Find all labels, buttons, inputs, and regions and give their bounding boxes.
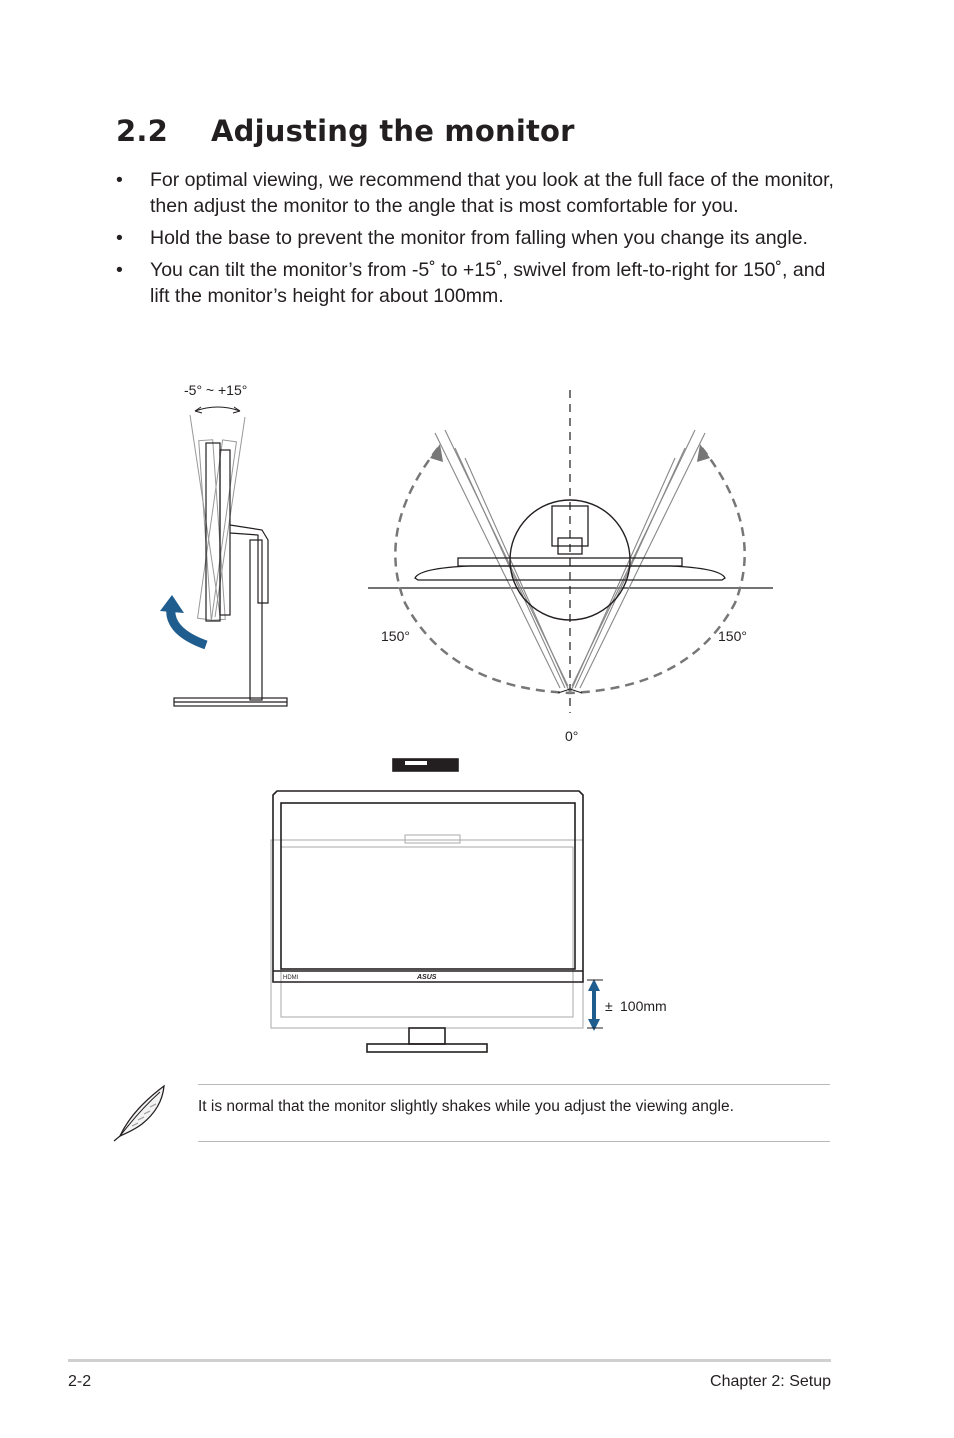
- tilt-monitor-ghosts: [190, 415, 245, 620]
- bullet-list: [116, 167, 836, 315]
- bullet-item: • You can tilt the monitor’s from -5˚ to +15˚, swivel from left-to-right for 150˚, and lift the monitor’s height for about 100mm.: [116, 259, 826, 307]
- height-monitor-ghost: [271, 835, 583, 1028]
- note-text: It is normal that the monitor slightly shakes while you adjust the viewing angle.: [198, 1098, 734, 1115]
- swivel-left-label: 150°: [381, 628, 410, 644]
- page-number: 2-2: [68, 1373, 92, 1390]
- chapter-label: Chapter 2: Setup: [710, 1373, 831, 1390]
- tilt-arc: [195, 407, 240, 411]
- swivel-right-label: 150°: [718, 628, 747, 644]
- section-number: 2.2: [116, 114, 168, 148]
- bullet-dot: •: [116, 259, 123, 281]
- height-monitor: [273, 759, 583, 1052]
- height-figure: [265, 755, 695, 1060]
- feather-pen-icon: [112, 1080, 174, 1142]
- bullet-item: • For optimal viewing, we recommend that you look at the full face of the monitor, then adjust the monitor to the angle that is most comfortable for you.: [116, 169, 834, 217]
- section-title: [116, 114, 575, 148]
- footer-rule: [68, 1359, 831, 1362]
- bullet-item: • Hold the base to prevent the monitor from falling when you change its angle.: [116, 227, 808, 249]
- bullet-dot: •: [116, 169, 123, 191]
- brand-logo: ASUS: [417, 974, 437, 981]
- height-symbol: ±: [605, 998, 613, 1014]
- hdmi-label: HDMI: [283, 975, 299, 981]
- note-bottom-rule: [198, 1141, 830, 1142]
- tilt-monitor: [174, 443, 287, 706]
- section-title-text: Adjusting the monitor: [211, 114, 575, 148]
- note-top-rule: [198, 1084, 830, 1085]
- tilt-figure: [150, 375, 310, 715]
- swivel-figure: [360, 388, 780, 750]
- swivel-center-label: 0°: [565, 728, 579, 744]
- tilt-range-label: -5° ~ +15°: [184, 382, 248, 398]
- bullet-dot: •: [116, 227, 123, 249]
- height-label: 100mm: [620, 998, 667, 1014]
